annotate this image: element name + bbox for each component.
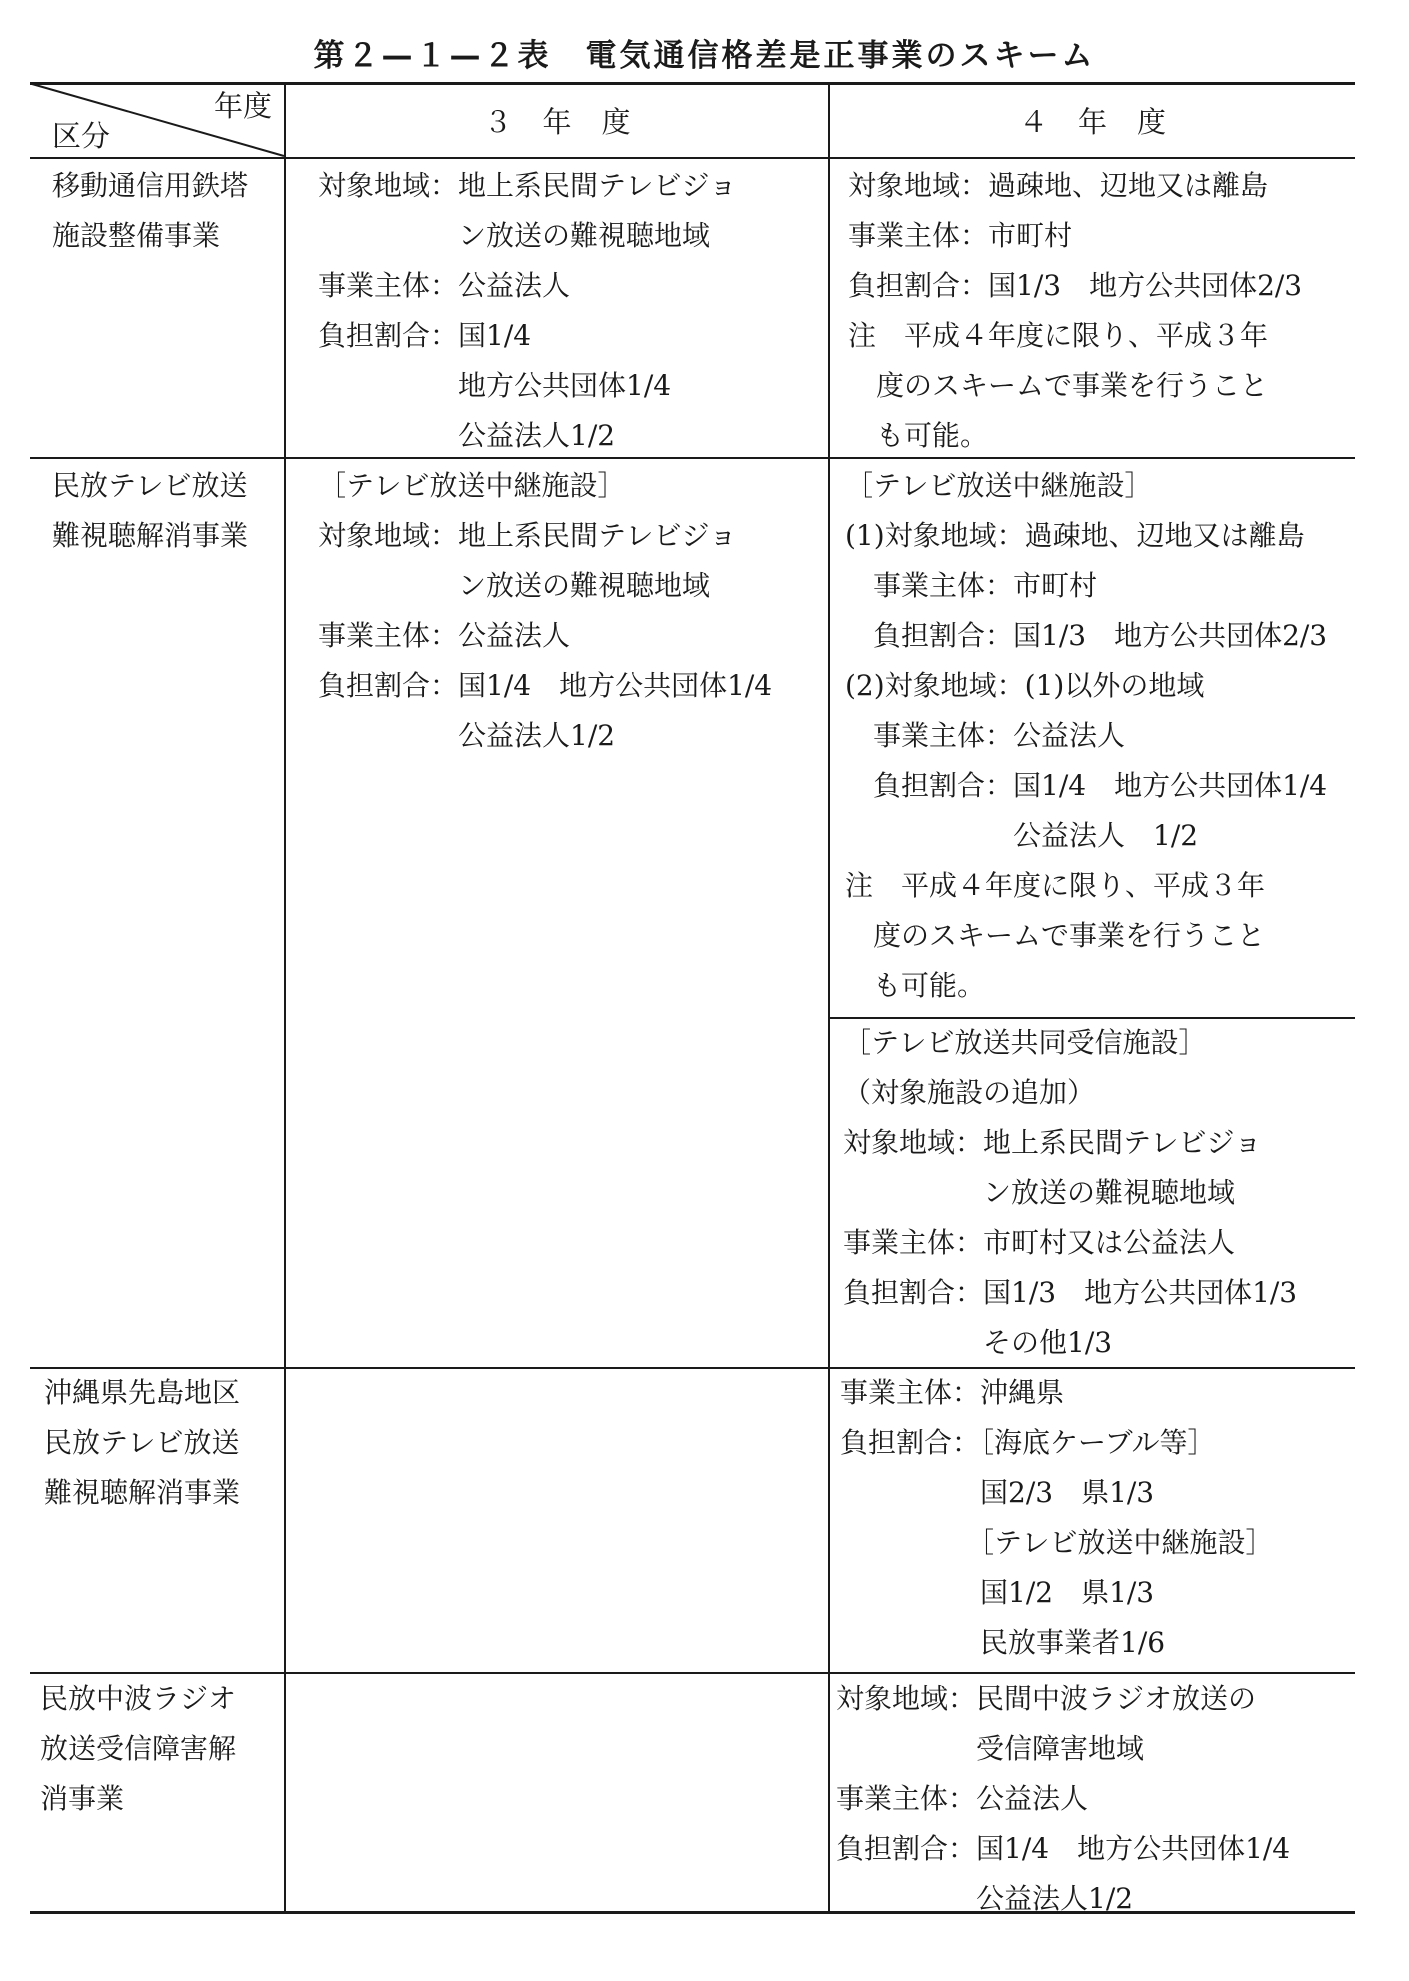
- cell-line: 事業主体：市町村又は公益法人: [843, 1226, 1236, 1259]
- row1-year3: [318, 161, 737, 461]
- row4-year4: [836, 1674, 1290, 1924]
- cell-line: 負担割合：国1/4 地方公共団体1/4: [836, 1832, 1291, 1865]
- row2-category: [52, 461, 248, 561]
- row3-year4: [840, 1368, 1273, 1668]
- category-line: 沖縄県先島地区: [44, 1376, 241, 1409]
- cell-line: その他1/3: [843, 1326, 1113, 1359]
- category-line: 消事業: [40, 1782, 125, 1815]
- cell-line: も可能。: [845, 969, 986, 1002]
- cell-line: 度のスキームで事業を行うこと: [848, 369, 1269, 402]
- cell-line: (2)対象地域：(1)以外の地域: [845, 669, 1205, 702]
- cell-line: 民放事業者1/6: [840, 1626, 1166, 1659]
- cell-line: 公益法人 1/2: [845, 819, 1199, 852]
- cell-line: ［テレビ放送共同受信施設］: [843, 1026, 1207, 1059]
- cell-line: 国2/3 県1/3: [840, 1476, 1155, 1509]
- cell-line: ン放送の難視聴地域: [843, 1176, 1236, 1209]
- cell-line: 事業主体：沖縄県: [840, 1376, 1065, 1409]
- cell-line: ン放送の難視聴地域: [318, 569, 711, 602]
- category-line: 民放中波ラジオ: [40, 1682, 237, 1715]
- cell-line: ［テレビ放送中継施設］: [318, 469, 626, 502]
- cell-line: 対象地域：地上系民間テレビジョ: [843, 1126, 1262, 1159]
- column-divider-2: [828, 82, 830, 1914]
- header-col-year4: ４年度: [1018, 105, 1196, 139]
- cell-line: 負担割合：国1/3 地方公共団体1/3: [843, 1276, 1298, 1309]
- cell-line: 受信障害地域: [836, 1732, 1145, 1765]
- cell-line: も可能。: [848, 419, 989, 452]
- header-category-label: 区分: [52, 119, 111, 153]
- cell-line: 負担割合：国1/4: [318, 319, 532, 352]
- row2-year4-shared-reception: [843, 1018, 1297, 1368]
- row2-year3: [318, 461, 772, 761]
- table-title: 第２—１—２表 電気通信格差是正事業のスキーム: [313, 38, 1096, 74]
- cell-line: 地方公共団体1/4: [318, 369, 672, 402]
- category-line: 施設整備事業: [52, 219, 221, 252]
- category-line: 移動通信用鉄塔: [52, 169, 249, 202]
- column-divider-1: [284, 82, 286, 1914]
- cell-line: 事業主体：市町村: [845, 569, 1098, 602]
- cell-line: ［テレビ放送中継施設］: [840, 1526, 1274, 1559]
- header-col-year3: ３年度: [483, 105, 661, 139]
- row1-year4: [848, 161, 1302, 461]
- category-line: 難視聴解消事業: [52, 519, 249, 552]
- cell-line: 負担割合：国1/3 地方公共団体2/3: [845, 619, 1328, 652]
- cell-line: (1)対象地域：過疎地、辺地又は離島: [845, 519, 1305, 552]
- row3-category: [44, 1368, 240, 1518]
- cell-line: （対象施設の追加）: [843, 1076, 1096, 1109]
- cell-line: 対象地域：民間中波ラジオ放送の: [836, 1682, 1257, 1715]
- cell-line: 対象地域：過疎地、辺地又は離島: [848, 169, 1269, 202]
- row1-category: [52, 161, 248, 261]
- cell-line: 事業主体：公益法人: [318, 619, 571, 652]
- cell-line: 度のスキームで事業を行うこと: [845, 919, 1266, 952]
- cell-line: 対象地域：地上系民間テレビジョ: [318, 519, 737, 552]
- row4-category: [40, 1674, 236, 1824]
- category-line: 民放テレビ放送: [44, 1426, 240, 1459]
- cell-line: 事業主体：市町村: [848, 219, 1073, 252]
- cell-line: 負担割合：国1/4 地方公共団体1/4: [845, 769, 1328, 802]
- cell-line: 負担割合：国1/3 地方公共団体2/3: [848, 269, 1303, 302]
- cell-line: ［テレビ放送中継施設］: [845, 469, 1153, 502]
- cell-line: ン放送の難視聴地域: [318, 219, 711, 252]
- category-line: 民放テレビ放送: [52, 469, 248, 502]
- header-year-label: 年度: [214, 89, 273, 123]
- cell-line: 注 平成４年度に限り、平成３年: [845, 869, 1266, 902]
- cell-line: 公益法人1/2: [318, 719, 616, 752]
- cell-line: 事業主体：公益法人: [845, 719, 1126, 752]
- cell-line: 事業主体：公益法人: [318, 269, 571, 302]
- cell-line: 公益法人1/2: [318, 419, 616, 452]
- cell-line: 事業主体：公益法人: [836, 1782, 1089, 1815]
- category-line: 難視聴解消事業: [44, 1476, 241, 1509]
- cell-line: 国1/2 県1/3: [840, 1576, 1155, 1609]
- cell-line: 負担割合：［海底ケーブル等］: [840, 1426, 1216, 1459]
- cell-line: 注 平成４年度に限り、平成３年: [848, 319, 1269, 352]
- cell-line: 負担割合：国1/4 地方公共団体1/4: [318, 669, 773, 702]
- row2-year4-relay: [845, 461, 1327, 1011]
- cell-line: 公益法人1/2: [836, 1882, 1134, 1915]
- cell-line: 対象地域：地上系民間テレビジョ: [318, 169, 737, 202]
- category-line: 放送受信障害解: [40, 1732, 237, 1765]
